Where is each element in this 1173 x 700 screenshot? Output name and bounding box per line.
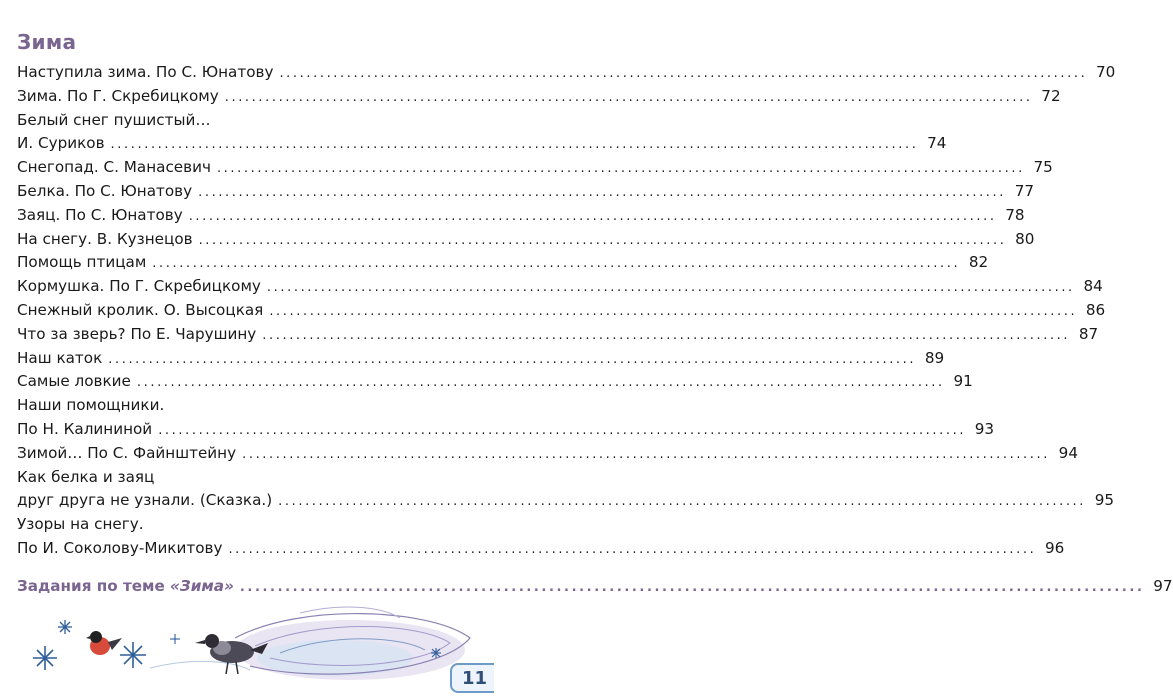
toc-entry [17,63,1116,87]
section-title: Зима [17,30,77,54]
snowflake-icon [431,648,441,658]
toc-entry-title: Что за зверь? По Е. Чарушину [17,324,257,343]
toc-entry-title: Наши помощники. [17,396,165,415]
toc-entry-title: Заяц. По С. Юнатову [17,205,183,224]
dot-leader: ........................................................................................................................ [136,375,945,391]
dot-leader: ........................................................................................................................ [266,280,1075,296]
toc-entry-title: Белка. По С. Юнатову [17,181,193,200]
toc-entry-title: Зима. По Г. Скребицкому [17,86,219,105]
toc-entry [17,538,1065,563]
toc-entry-title: Наступила зима. По С. Юнатову [17,63,274,81]
dot-leader: ........................................................................................................................ [278,494,1087,510]
bullfinch-icon [86,631,122,655]
table-of-contents [17,63,1173,601]
toc-entry-title: По Н. Калининой [17,419,153,438]
dot-leader: ........................................................................................................................ [242,446,1050,462]
dot-leader: ........................................................................................................................ [279,66,1088,81]
toc-entry [17,324,1099,349]
toc-entry [17,491,1115,515]
dot-leader: ........................................................................................................................ [152,256,961,272]
dot-leader: ........................................................................................................................ [239,579,1145,595]
toc-entry-title: Наш каток [17,348,103,367]
toc-entry [17,396,453,420]
toc-entry-title: Помощь птицам [17,253,147,272]
toc-entry-title: Белый снег пушистый… [17,110,211,129]
dot-leader: ........................................................................................................................ [269,303,1078,319]
toc-entry [17,229,1035,254]
dot-leader: ........................................................................................................................ [224,89,1033,105]
toc-entry-page: 94 [1058,443,1078,462]
toc-entry [17,158,1053,182]
toc-entry-page: 86 [1085,300,1106,319]
toc-entry-title: Снегопад. С. Манасевич [17,158,211,177]
toc-entry-page: 70 [1096,63,1116,81]
snowflake-icon [120,642,146,668]
page-number-badge: 11 [450,663,494,693]
toc-entry-page: 89 [924,348,945,367]
toc-entry [17,134,947,158]
toc-entry [17,205,1025,230]
toc-entry-page: 72 [1041,86,1061,105]
dot-leader: ........................................................................................................................ [158,422,967,438]
toc-entry-page: 84 [1083,277,1103,296]
snowflake-icon [170,634,180,644]
toc-entry-title: Узоры на снегу. [17,515,144,534]
dot-leader: ........................................................................................................................ [188,208,997,224]
toc-entry [17,277,1103,301]
toc-entry-page: 82 [968,253,989,272]
toc-entry-title: На снегу. В. Кузнецов [17,229,193,248]
snowflake-icon [58,620,72,634]
toc-entry-page: 74 [927,134,947,153]
toc-entry-title: По И. Соколову-Микитову [17,538,223,557]
dot-leader: ........................................................................................................................ [216,161,1025,177]
dot-leader: ........................................................................................................................ [198,232,1007,248]
toc-entry-title: Зимой… По С. Файнштейну [17,443,237,462]
toc-entry-page: 96 [1045,538,1065,557]
dot-leader: ........................................................................................................................ [108,351,917,367]
toc-tasks-label: Задания по теме [17,576,171,595]
toc-entry-page: 80 [1015,229,1035,248]
toc-entry [17,181,1035,206]
toc-entry [17,419,995,444]
dot-leader: ........................................................................................................................ [228,541,1037,557]
snowflake-icon [33,646,57,670]
toc-entry [17,111,453,135]
toc-entry-title: И. Суриков [17,134,105,153]
dot-leader: ........................................................................................................................ [110,137,919,153]
toc-entry-page: 91 [953,372,973,391]
toc-entry-title: Снежный кролик. О. Высоцкая [17,300,264,319]
toc-entry [17,515,453,539]
snow-swirl-decoration [150,607,470,680]
toc-entry-page: 93 [974,419,995,438]
toc-entry [17,468,453,492]
toc-entry [17,348,945,373]
dot-leader: ........................................................................................................................ [198,184,1007,200]
toc-tasks-topic: «Зима» [170,576,234,595]
toc-entry-page: 75 [1033,158,1053,177]
toc-tasks-title [17,577,234,595]
winter-illustration [0,598,494,700]
toc-entry [17,443,1078,468]
toc-tasks-page: 97 [1153,576,1173,595]
toc-entry-page: 77 [1014,181,1035,200]
toc-entry-page: 78 [1005,205,1025,224]
toc-entry [17,372,973,396]
toc-entry-title: Как белка и заяц [17,467,155,486]
toc-entry [17,253,989,277]
dot-leader: ........................................................................................................................ [262,327,1071,343]
toc-entry-title: Самые ловкие [17,372,131,391]
toc-entry-page: 87 [1078,324,1099,343]
toc-entry [17,86,1061,111]
toc-tasks-entry [17,576,1173,601]
toc-entry-title: друг друга не узнали. (Сказка.) [17,491,273,510]
toc-entry-title: Кормушка. По Г. Скребицкому [17,277,261,296]
toc-entry [17,300,1106,325]
toc-entry-page: 95 [1094,491,1115,510]
